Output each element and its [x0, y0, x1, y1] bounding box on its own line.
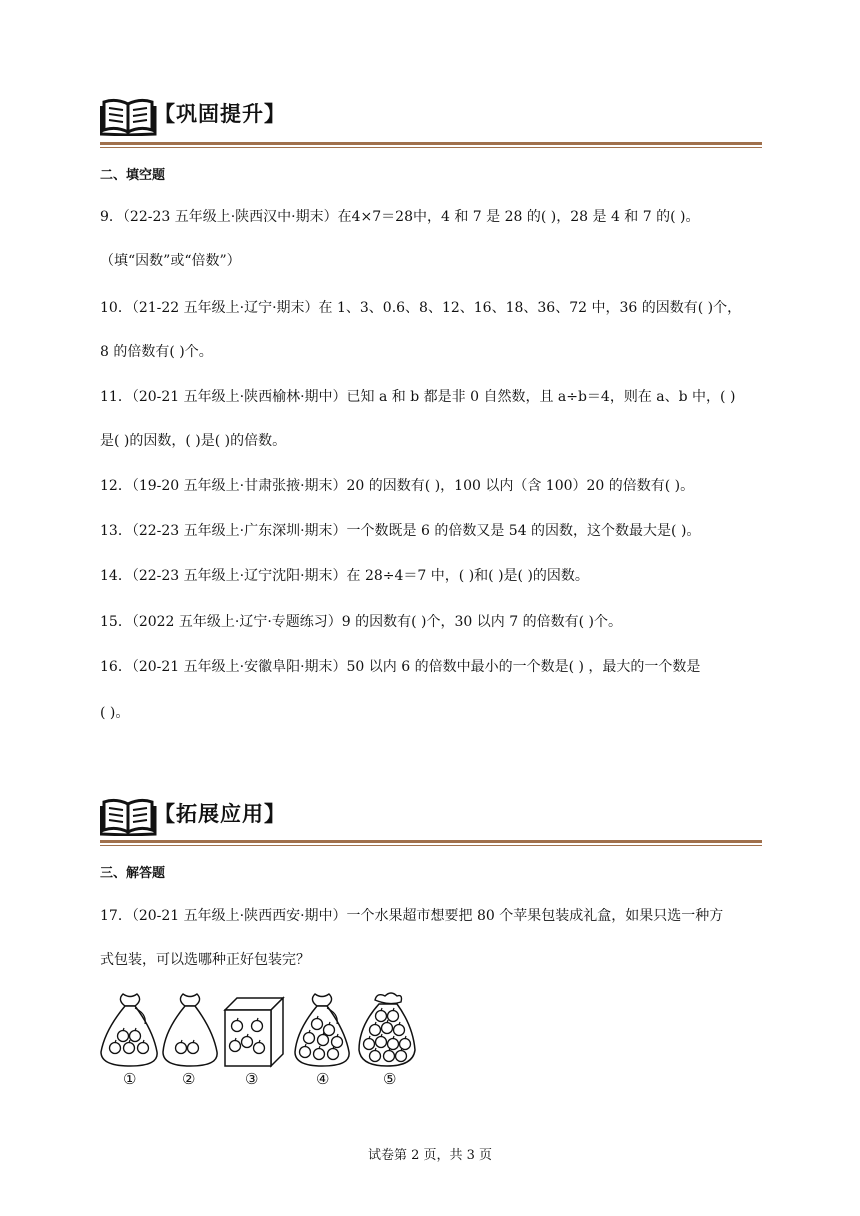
- figure-label-4: ④: [316, 1070, 330, 1088]
- divider: [100, 840, 762, 843]
- apple-box-icon: [225, 998, 283, 1066]
- question-9-line1: 9．（22-23 五年级上·陕西汉中·期末）在4×7＝28中，4 和 7 是 28 的( )，28 是 4 和 7 的( )。: [100, 209, 700, 225]
- section-title: 【巩固提升】: [154, 102, 286, 126]
- page-footer: 试卷第 2 页，共 3 页: [367, 1148, 493, 1163]
- question-12: 12．（19-20 五年级上·甘肃张掖·期末）20 的因数有( )，100 以内（含 100）20 的倍数有( )。: [100, 478, 695, 494]
- question-16-line1: 16．（20-21 五年级上·安徽阜阳·期末）50 以内 6 的倍数中最小的一个数是( ) ，最大的一个数是: [100, 659, 701, 675]
- category-heading: 三、解答题: [100, 866, 166, 881]
- apple-bag-icon: [359, 993, 415, 1066]
- apple-bag-icon: [163, 994, 217, 1066]
- question-14: 14．（22-23 五年级上·辽宁沈阳·期末）在 28÷4＝7 中，( )和( )是( )的因数。: [100, 568, 589, 584]
- question-13: 13．（22-23 五年级上·广东深圳·期末）一个数既是 6 的倍数又是 54 的因数，这个数最大是( )。: [100, 523, 701, 539]
- figure-label-2: ②: [182, 1070, 196, 1088]
- figure-label-1: ①: [123, 1070, 137, 1088]
- apple-bag-icon: [101, 994, 157, 1066]
- question-15: 15．（2022 五年级上·辽宁·专题练习）9 的因数有( )个，30 以内 7 的倍数有( )个。: [100, 614, 622, 630]
- figure-label-5: ⑤: [383, 1070, 397, 1088]
- apple-bag-icon: [295, 994, 349, 1066]
- question-9-line2: （填“因数”或“倍数”）: [100, 253, 241, 269]
- open-book-icon: [100, 794, 158, 836]
- question-10-line1: 10．（21-22 五年级上·辽宁·期末）在 1、3、0.6、8、12、16、18、36、72 中，36 的因数有( )个，: [100, 300, 742, 316]
- category-heading: 二、填空题: [100, 168, 166, 183]
- section-title: 【拓展应用】: [154, 802, 286, 826]
- open-book-icon: [100, 94, 158, 136]
- question-17-line1: 17．（20-21 五年级上·陕西西安·期中）一个水果超市想要把 80 个苹果包装成礼盒，如果只选一种方: [100, 908, 724, 924]
- apple-packaging-figure: [95, 990, 425, 1070]
- divider: [100, 147, 762, 148]
- question-17-line2: 式包装，可以选哪种正好包装完？: [100, 952, 310, 968]
- figure-label-3: ③: [245, 1070, 259, 1088]
- divider: [100, 142, 762, 145]
- question-11-line2: 是( )的因数，( )是( )的倍数。: [100, 433, 287, 449]
- question-11-line1: 11．（20-21 五年级上·陕西榆林·期中）已知 a 和 b 都是非 0 自然数，且 a÷b＝4，则在 a、b 中，( ): [100, 389, 736, 405]
- divider: [100, 845, 762, 846]
- question-16-line2: ( )。: [100, 705, 130, 721]
- question-10-line2: 8 的倍数有( )个。: [100, 344, 213, 360]
